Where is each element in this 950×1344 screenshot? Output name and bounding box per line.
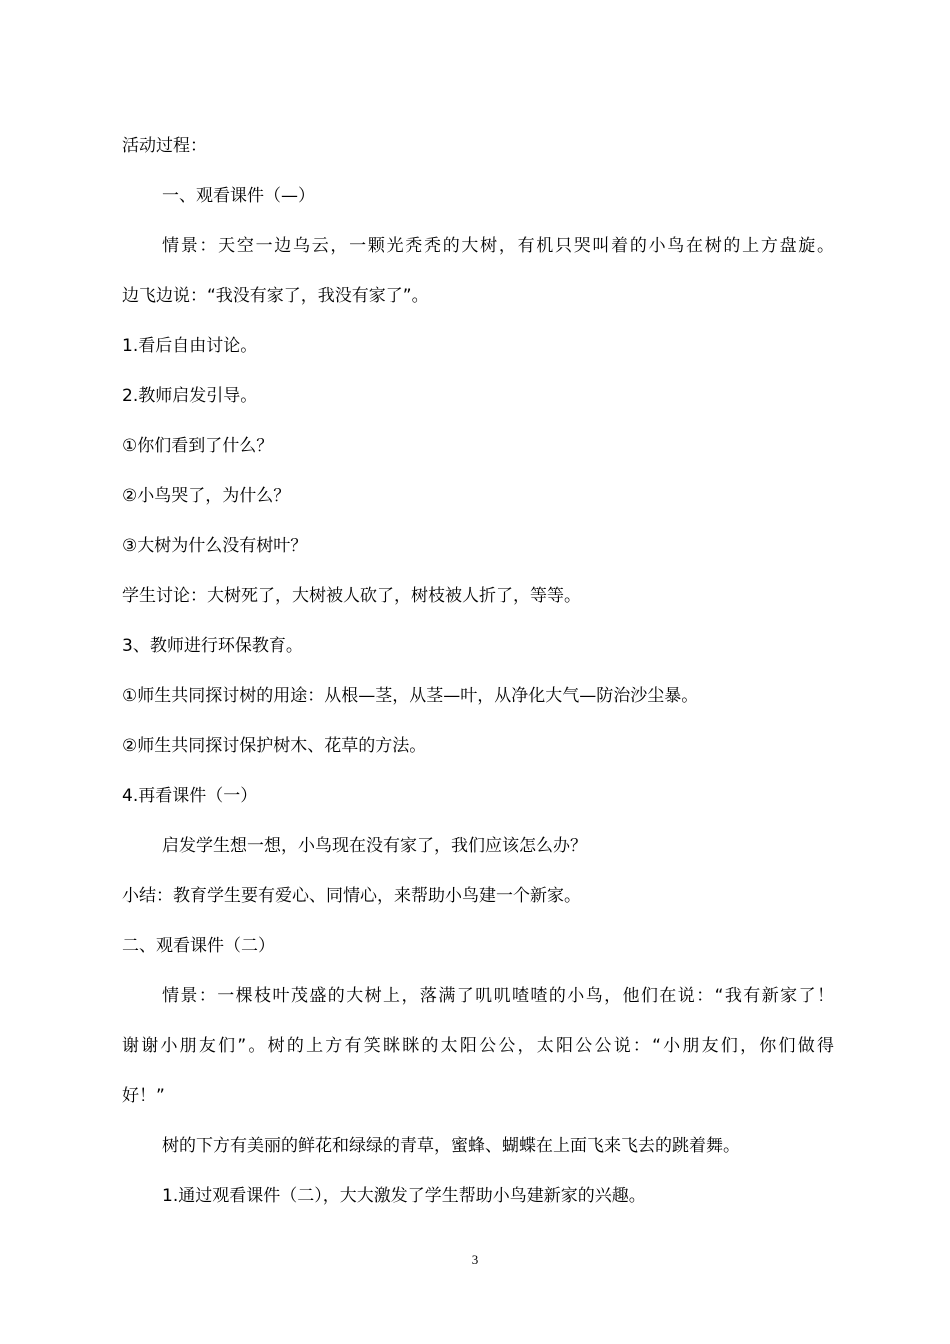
question-two: ②小鸟哭了，为什么？ [122,486,291,506]
step-interest: 1.通过观看课件（二），大大激发了学生帮助小鸟建新家的兴趣。 [162,1186,646,1206]
step-teacher-guidance: 2.教师启发引导。 [122,386,258,406]
question-one: ①你们看到了什么？ [122,436,274,456]
section-one-title: 一、观看课件（—） [162,186,315,206]
activity-heading: 活动过程： [122,136,207,156]
section-two-title: 二、观看课件（二） [122,936,275,956]
student-discussion: 学生讨论：大树死了，大树被人砍了，树枝被人折了，等等。 [122,586,581,606]
scene-one-line-1: 情景：天空一边乌云，一颗光秃秃的大树，有机只哭叫着的小鸟在树的上方盘旋。 [162,236,834,256]
environment-point-one: ①师生共同探讨树的用途：从根—茎，从茎—叶，从净化大气—防治沙尘暴。 [122,686,699,706]
scene-two-paragraph-2: 树的下方有美丽的鲜花和绿绿的青草，蜜蜂、蝴蝶在上面飞来飞去的跳着舞。 [162,1136,740,1156]
scene-two-line-2: 谢谢小朋友们”。树的上方有笑眯眯的太阳公公，太阳公公说：“小朋友们，你们做得 [122,1036,834,1056]
scene-two-line-1: 情景：一棵枝叶茂盛的大树上，落满了叽叽喳喳的小鸟，他们在说：“我有新家了！ [162,986,834,1006]
step-rewatch-courseware: 4.再看课件（一） [122,786,258,806]
environment-point-two: ②师生共同探讨保护树木、花草的方法。 [122,736,427,756]
scene-two-line-3: 好！” [122,1086,165,1106]
step-environmental-education: 3、教师进行环保教育。 [122,636,303,656]
step-free-discussion: 1.看后自由讨论。 [122,336,258,356]
question-three: ③大树为什么没有树叶？ [122,536,308,556]
scene-one-line-2: 边飞边说：“我没有家了，我没有家了”。 [122,286,429,306]
page-number: 3 [471,1252,479,1267]
summary: 小结：教育学生要有爱心、同情心，来帮助小鸟建一个新家。 [122,886,581,906]
inspire-students: 启发学生想一想，小鸟现在没有家了，我们应该怎么办？ [162,836,587,856]
